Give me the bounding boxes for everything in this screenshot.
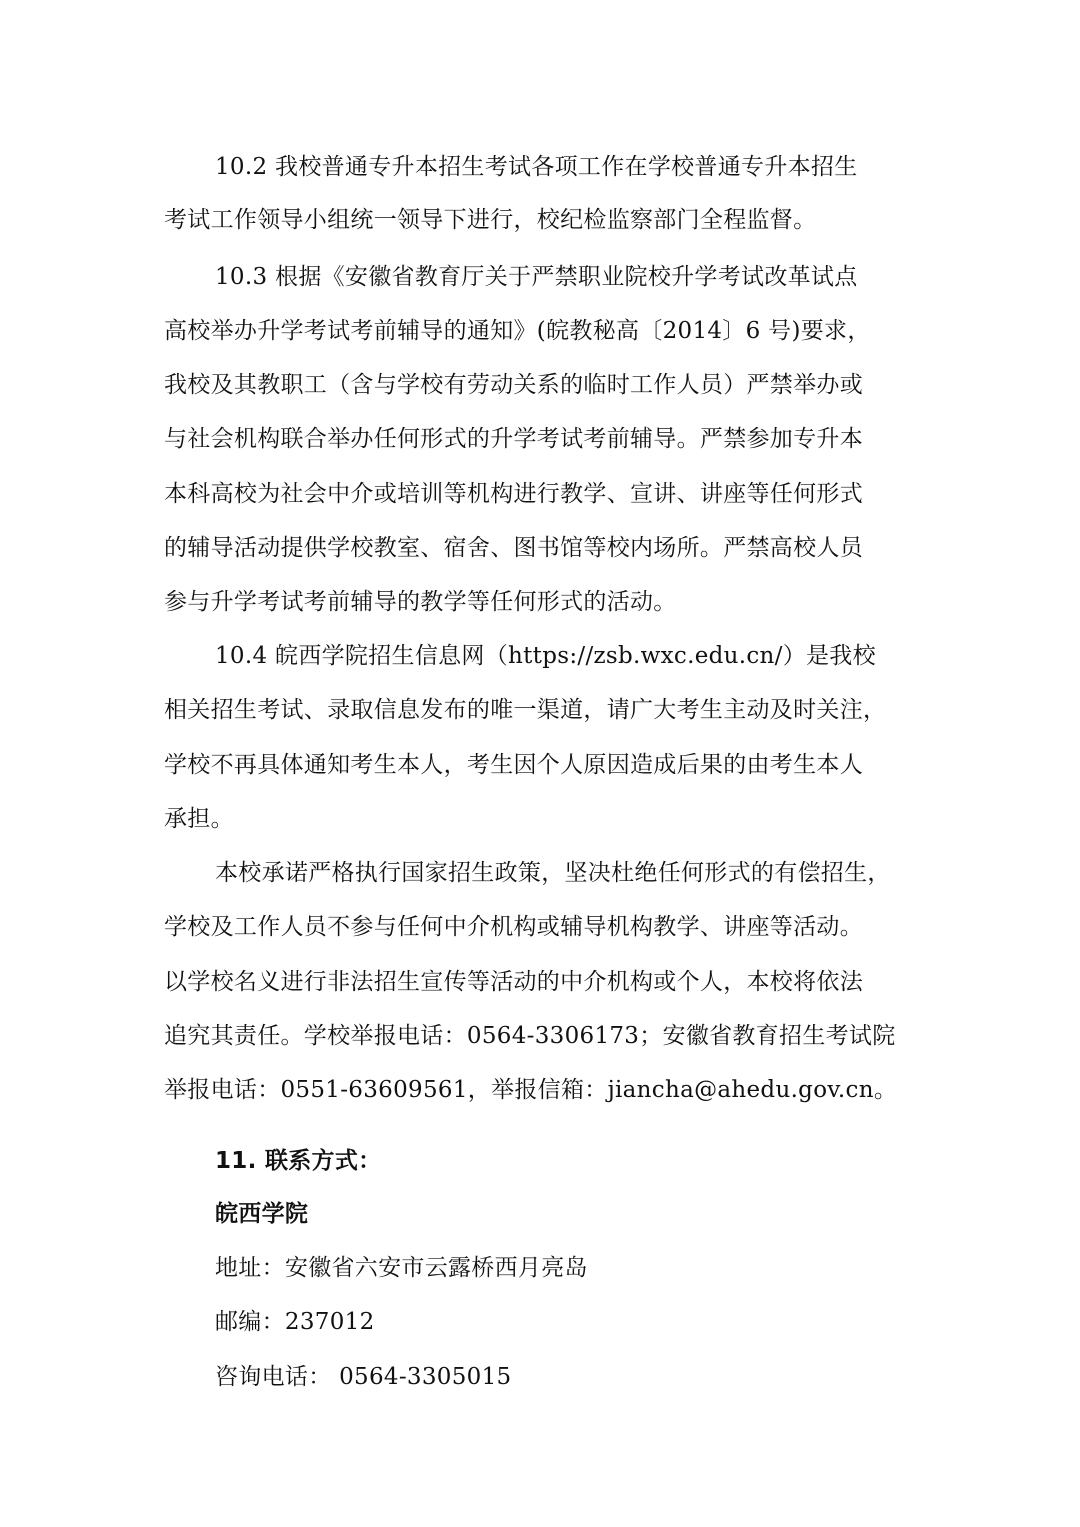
commitment-line-1: 本校承诺严格执行国家招生政策，坚决杜绝任何形式的有偿招生， xyxy=(215,860,891,886)
contact-phone: 咨询电话： 0564-3305015 xyxy=(215,1364,512,1390)
paragraph-10-3-line-2: 高校举办升学考试考前辅导的通知》(皖教秘高〔2014〕6 号)要求， xyxy=(164,318,871,344)
paragraph-10-2-line-1: 10.2 我校普通专升本招生考试各项工作在学校普通专升本招生 xyxy=(215,154,858,180)
paragraph-10-3-line-1: 10.3 根据《安徽省教育厅关于严禁职业院校升学考试改革试点 xyxy=(215,264,858,290)
paragraph-10-3-line-5: 本科高校为社会中介或培训等机构进行教学、宣讲、讲座等任何形式 xyxy=(164,481,863,507)
paragraph-10-4-line-3: 学校不再具体通知考生本人，考生因个人原因造成后果的由考生本人 xyxy=(164,752,863,778)
commitment-line-4: 追究其责任。学校举报电话：0564-3306173；安徽省教育招生考试院 xyxy=(164,1023,896,1049)
paragraph-10-3-line-3: 我校及其教职工（含与学校有劳动关系的临时工作人员）严禁举办或 xyxy=(164,372,863,398)
commitment-line-5: 举报电话：0551-63609561，举报信箱：jiancha@ahedu.gov.cn。 xyxy=(164,1077,898,1103)
contact-postcode: 邮编：237012 xyxy=(215,1309,375,1335)
paragraph-10-3-line-7: 参与升学考试考前辅导的教学等任何形式的活动。 xyxy=(164,589,677,615)
paragraph-10-4-line-4: 承担。 xyxy=(164,806,234,832)
paragraph-10-4-line-1: 10.4 皖西学院招生信息网（https://zsb.wxc.edu.cn/）是我校 xyxy=(215,643,876,669)
commitment-line-2: 学校及工作人员不参与任何中介机构或辅导机构教学、讲座等活动。 xyxy=(164,914,863,940)
paragraph-10-3-line-4: 与社会机构联合举办任何形式的升学考试考前辅导。严禁参加专升本 xyxy=(164,426,863,452)
contact-heading: 11. 联系方式： xyxy=(215,1148,382,1174)
contact-address: 地址：安徽省六安市云露桥西月亮岛 xyxy=(215,1255,588,1281)
contact-school-name: 皖西学院 xyxy=(215,1201,309,1227)
paragraph-10-2-line-2: 考试工作领导小组统一领导下进行，校纪检监察部门全程监督。 xyxy=(164,207,817,233)
paragraph-10-3-line-6: 的辅导活动提供学校教室、宿舍、图书馆等校内场所。严禁高校人员 xyxy=(164,535,863,561)
commitment-line-3: 以学校名义进行非法招生宣传等活动的中介机构或个人，本校将依法 xyxy=(164,969,863,995)
paragraph-10-4-line-2: 相关招生考试、录取信息发布的唯一渠道，请广大考生主动及时关注， xyxy=(164,697,887,723)
